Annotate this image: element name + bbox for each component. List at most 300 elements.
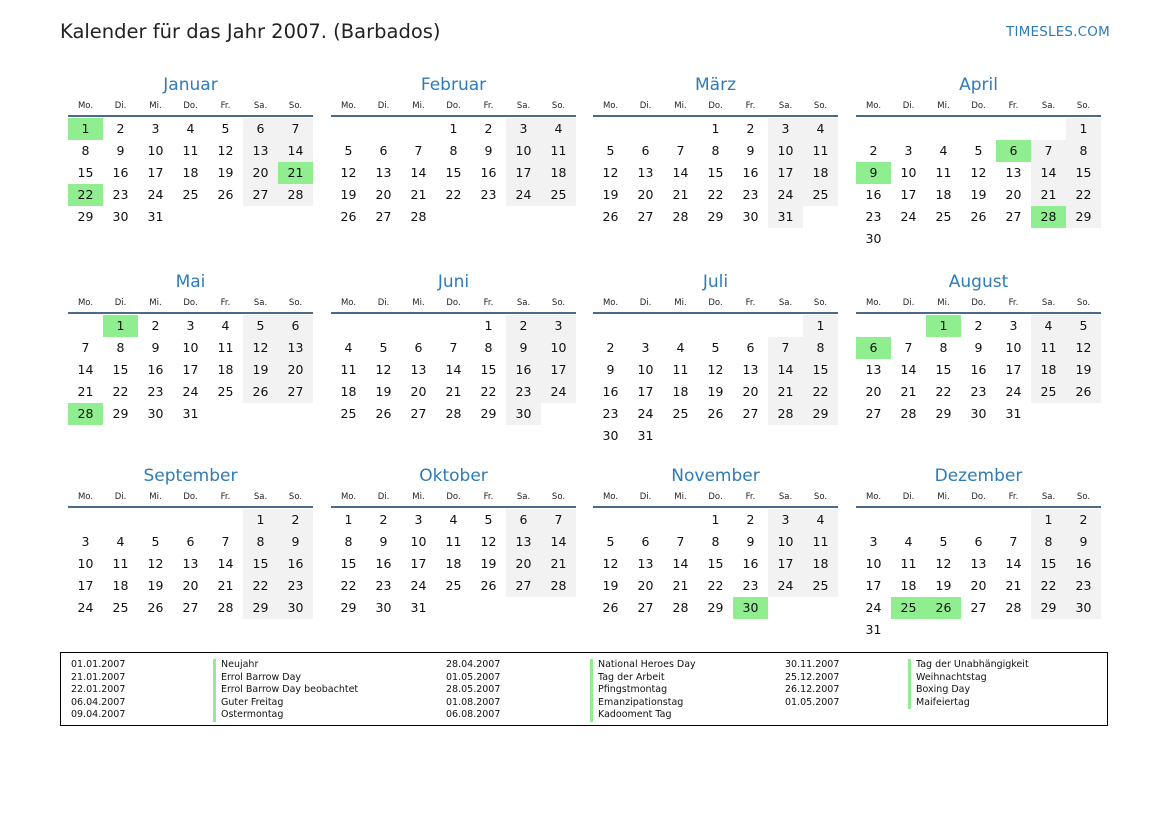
- day-cell: 20: [243, 162, 278, 184]
- month-block: [331, 270, 576, 425]
- day-grid: [331, 118, 576, 228]
- day-cell: 2: [1066, 509, 1101, 531]
- day-cell: 10: [77, 556, 94, 571]
- day-cell: 18: [340, 384, 357, 399]
- day-cell: 7: [676, 534, 685, 549]
- weekday-label: Sa.: [1041, 101, 1056, 111]
- legend-holiday-name: Pfingstmontag: [590, 684, 696, 697]
- day-cell: 10: [865, 556, 882, 571]
- day-cell: 11: [112, 556, 129, 571]
- day-cell: 3: [641, 340, 650, 355]
- weekday-label: Mi.: [937, 492, 950, 502]
- day-cell: 18: [935, 187, 952, 202]
- day-cell: 17: [410, 556, 427, 571]
- weekday-label: Sa.: [516, 492, 531, 502]
- day-cell: 12: [243, 337, 278, 359]
- day-cell: 20: [742, 384, 759, 399]
- day-cell: 1: [1031, 509, 1066, 531]
- day-cell: 21: [900, 384, 917, 399]
- day-cell: 22: [445, 187, 462, 202]
- legend-date: 09.04.2007: [71, 709, 126, 721]
- day-cell: 22: [112, 384, 129, 399]
- day-cell: 10: [541, 337, 576, 359]
- legend-dates-col-1: [71, 659, 125, 722]
- day-cell: 3: [414, 512, 423, 527]
- day-cell: 26: [147, 600, 164, 615]
- day-cell: 14: [278, 140, 313, 162]
- day-cell: 10: [410, 534, 427, 549]
- weekday-label: Di.: [377, 492, 390, 502]
- day-cell: 9: [1066, 531, 1101, 553]
- day-cell: 2: [278, 509, 313, 531]
- weekday-label: Mo.: [865, 492, 882, 502]
- day-cell: 27: [970, 600, 987, 615]
- day-cell: 11: [182, 143, 199, 158]
- weekday-label: So.: [551, 492, 566, 502]
- day-cell: 3: [768, 118, 803, 140]
- day-cell: 10: [182, 340, 199, 355]
- legend-names-col-2: [590, 659, 696, 722]
- weekday-label: Mo.: [602, 492, 619, 502]
- day-cell: 30: [970, 406, 987, 421]
- day-cell: 9: [856, 162, 891, 184]
- weekday-label: Mi.: [149, 298, 162, 308]
- day-cell: 25: [672, 406, 689, 421]
- weekday-label: Mo.: [77, 492, 94, 502]
- month-block: [856, 73, 1101, 250]
- day-cell: 27: [637, 600, 654, 615]
- day-cell: 2: [379, 512, 388, 527]
- day-cell: 19: [147, 578, 164, 593]
- day-cell: 28: [68, 403, 103, 425]
- day-cell: 13: [637, 165, 654, 180]
- legend-holiday-name: Boxing Day: [908, 684, 1029, 697]
- day-grid: [593, 315, 838, 447]
- day-cell: 12: [1066, 337, 1101, 359]
- weekday-label: Sa.: [1041, 492, 1056, 502]
- day-cell: 20: [410, 384, 427, 399]
- legend-date: 21.01.2007: [71, 671, 126, 683]
- day-cell: 5: [939, 534, 948, 549]
- day-cell: 5: [344, 143, 353, 158]
- day-cell: 7: [221, 534, 230, 549]
- day-cell: 2: [746, 121, 755, 136]
- month-block: [68, 270, 313, 425]
- day-cell: 7: [541, 509, 576, 531]
- weekday-label: Fr.: [745, 298, 756, 308]
- legend-holiday-name: Neujahr: [213, 659, 358, 672]
- month-block: [68, 464, 313, 619]
- weekday-label: Mo.: [340, 298, 357, 308]
- weekday-label: Di.: [902, 101, 915, 111]
- day-cell: 28: [217, 600, 234, 615]
- day-cell: 30: [506, 403, 541, 425]
- day-cell: 22: [480, 384, 497, 399]
- day-cell: 20: [637, 578, 654, 593]
- day-cell: 12: [375, 362, 392, 377]
- day-cell: 28: [1031, 206, 1066, 228]
- day-cell: 13: [742, 362, 759, 377]
- day-cell: 1: [1066, 118, 1101, 140]
- legend-date: 28.04.2007: [446, 659, 501, 670]
- day-cell: 27: [1005, 209, 1022, 224]
- day-cell: 24: [865, 600, 882, 615]
- weekday-label: Do.: [708, 298, 723, 308]
- day-cell: 26: [340, 209, 357, 224]
- weekday-label: Fr.: [1008, 492, 1019, 502]
- day-cell: 15: [340, 556, 357, 571]
- day-cell: 21: [445, 384, 462, 399]
- weekday-label: So.: [813, 492, 828, 502]
- month-block: [331, 73, 576, 228]
- legend-holiday-name: Maifeiertag: [908, 697, 1029, 710]
- day-cell: 18: [541, 162, 576, 184]
- weekday-label: Mo.: [602, 298, 619, 308]
- day-cell: 27: [637, 209, 654, 224]
- weekday-label: Di.: [114, 492, 127, 502]
- site-link[interactable]: TIMESLES.COM: [1006, 24, 1110, 40]
- weekday-label: Mi.: [412, 492, 425, 502]
- day-cell: 20: [375, 187, 392, 202]
- day-cell: 3: [869, 534, 878, 549]
- weekday-label: Sa.: [253, 298, 268, 308]
- month-title: Februar: [420, 75, 487, 95]
- day-cell: 23: [506, 381, 541, 403]
- day-cell: 16: [602, 384, 619, 399]
- weekday-label: So.: [551, 298, 566, 308]
- weekday-label: Di.: [377, 101, 390, 111]
- day-cell: 20: [182, 578, 199, 593]
- weekday-label: Di.: [902, 492, 915, 502]
- day-cell: 29: [935, 406, 952, 421]
- weekday-label: Fr.: [745, 492, 756, 502]
- weekday-label: Fr.: [483, 492, 494, 502]
- day-cell: 3: [904, 143, 913, 158]
- day-cell: 5: [379, 340, 388, 355]
- day-cell: 20: [970, 578, 987, 593]
- day-cell: 5: [151, 534, 160, 549]
- day-cell: 7: [768, 337, 803, 359]
- day-cell: 9: [151, 340, 160, 355]
- day-cell: 25: [445, 578, 462, 593]
- day-cell: 24: [410, 578, 427, 593]
- day-cell: 6: [379, 143, 388, 158]
- day-cell: 6: [974, 534, 983, 549]
- day-cell: 14: [1031, 162, 1066, 184]
- day-cell: 1: [926, 315, 961, 337]
- day-cell: 21: [217, 578, 234, 593]
- day-cell: 4: [344, 340, 353, 355]
- month-title: Januar: [163, 75, 218, 95]
- day-cell: 3: [506, 118, 541, 140]
- weekday-label: Mi.: [674, 298, 687, 308]
- day-cell: 12: [147, 556, 164, 571]
- day-cell: 8: [711, 534, 720, 549]
- weekday-header: [593, 488, 838, 508]
- day-cell: 5: [606, 143, 615, 158]
- day-cell: 17: [1005, 362, 1022, 377]
- day-cell: 5: [484, 512, 493, 527]
- day-cell: 15: [1031, 553, 1066, 575]
- day-cell: 17: [541, 359, 576, 381]
- day-cell: 24: [637, 406, 654, 421]
- day-cell: 25: [935, 209, 952, 224]
- day-cell: 13: [375, 165, 392, 180]
- weekday-label: Mi.: [674, 492, 687, 502]
- day-cell: 27: [182, 600, 199, 615]
- day-cell: 23: [602, 406, 619, 421]
- day-cell: 6: [746, 340, 755, 355]
- day-cell: 2: [116, 121, 125, 136]
- month-title: April: [959, 75, 998, 95]
- day-cell: 2: [484, 121, 493, 136]
- day-cell: 19: [243, 359, 278, 381]
- day-cell: 21: [77, 384, 94, 399]
- weekday-label: So.: [551, 101, 566, 111]
- weekday-label: Mi.: [412, 298, 425, 308]
- day-cell: 1: [344, 512, 353, 527]
- day-cell: 1: [711, 121, 720, 136]
- day-cell: 22: [243, 575, 278, 597]
- weekday-label: Mo.: [340, 492, 357, 502]
- legend-holiday-name: Weihnachtstag: [908, 672, 1029, 685]
- day-cell: 8: [243, 531, 278, 553]
- month-block: [68, 73, 313, 228]
- day-cell: 23: [480, 187, 497, 202]
- weekday-label: Mi.: [937, 298, 950, 308]
- weekday-label: Mo.: [340, 101, 357, 111]
- day-cell: 21: [410, 187, 427, 202]
- weekday-label: Di.: [639, 101, 652, 111]
- day-cell: 28: [541, 575, 576, 597]
- day-cell: 19: [935, 578, 952, 593]
- day-grid: [68, 509, 313, 619]
- day-grid: [856, 509, 1101, 641]
- weekday-label: So.: [1076, 298, 1091, 308]
- weekday-label: Fr.: [483, 298, 494, 308]
- day-cell: 4: [221, 318, 230, 333]
- day-cell: 20: [278, 359, 313, 381]
- day-cell: 10: [900, 165, 917, 180]
- day-cell: 29: [480, 406, 497, 421]
- day-cell: 22: [340, 578, 357, 593]
- day-cell: 16: [742, 556, 759, 571]
- day-cell: 13: [243, 140, 278, 162]
- day-cell: 4: [116, 534, 125, 549]
- legend-date: 06.08.2007: [446, 709, 501, 721]
- day-cell: 31: [637, 428, 654, 443]
- day-cell: 30: [1066, 597, 1101, 619]
- weekday-label: Di.: [902, 298, 915, 308]
- legend-dates-col-3: [785, 659, 839, 709]
- day-cell: 24: [1005, 384, 1022, 399]
- day-cell: 30: [602, 428, 619, 443]
- weekday-label: Sa.: [1041, 298, 1056, 308]
- day-cell: 9: [606, 362, 615, 377]
- day-cell: 10: [768, 140, 803, 162]
- day-cell: 2: [506, 315, 541, 337]
- month-title: Juni: [437, 272, 470, 292]
- day-cell: 19: [340, 187, 357, 202]
- day-cell: 23: [970, 384, 987, 399]
- day-cell: 19: [970, 187, 987, 202]
- day-cell: 29: [707, 209, 724, 224]
- day-cell: 17: [77, 578, 94, 593]
- day-grid: [331, 509, 576, 619]
- weekday-label: So.: [813, 101, 828, 111]
- weekday-label: Mi.: [149, 492, 162, 502]
- day-cell: 29: [340, 600, 357, 615]
- day-cell: 18: [217, 362, 234, 377]
- day-cell: 31: [865, 622, 882, 637]
- day-cell: 18: [112, 578, 129, 593]
- day-cell: 16: [1066, 553, 1101, 575]
- day-cell: 31: [147, 209, 164, 224]
- day-cell: 7: [904, 340, 913, 355]
- day-cell: 26: [243, 381, 278, 403]
- day-cell: 9: [116, 143, 125, 158]
- day-cell: 10: [1005, 340, 1022, 355]
- day-cell: 8: [484, 340, 493, 355]
- day-cell: 30: [742, 209, 759, 224]
- day-cell: 14: [768, 359, 803, 381]
- day-cell: 26: [217, 187, 234, 202]
- day-cell: 24: [506, 184, 541, 206]
- day-cell: 8: [1066, 140, 1101, 162]
- day-cell: 29: [707, 600, 724, 615]
- weekday-label: Sa.: [778, 492, 793, 502]
- weekday-label: Do.: [446, 492, 461, 502]
- weekday-header: [68, 294, 313, 314]
- day-cell: 25: [541, 184, 576, 206]
- day-cell: 9: [484, 143, 493, 158]
- legend-date: 26.12.2007: [785, 684, 840, 696]
- day-cell: 29: [77, 209, 94, 224]
- day-cell: 2: [974, 318, 983, 333]
- day-cell: 17: [182, 362, 199, 377]
- day-cell: 8: [81, 143, 90, 158]
- day-cell: 11: [803, 140, 838, 162]
- day-cell: 4: [676, 340, 685, 355]
- month-block: [593, 464, 838, 619]
- day-cell: 3: [151, 121, 160, 136]
- day-cell: 18: [803, 553, 838, 575]
- day-cell: 16: [112, 165, 129, 180]
- weekday-label: Do.: [708, 492, 723, 502]
- day-cell: 3: [186, 318, 195, 333]
- day-cell: 15: [1066, 162, 1101, 184]
- day-cell: 12: [935, 556, 952, 571]
- day-cell: 30: [278, 597, 313, 619]
- weekday-label: Do.: [183, 298, 198, 308]
- day-cell: 10: [768, 531, 803, 553]
- day-cell: 8: [939, 340, 948, 355]
- weekday-label: Mi.: [674, 101, 687, 111]
- legend-holiday-name: Tag der Arbeit: [590, 672, 696, 685]
- day-cell: 25: [112, 600, 129, 615]
- day-cell: 8: [344, 534, 353, 549]
- weekday-label: Fr.: [483, 101, 494, 111]
- day-cell: 11: [1031, 337, 1066, 359]
- day-cell: 17: [865, 578, 882, 593]
- day-cell: 11: [541, 140, 576, 162]
- day-cell: 13: [970, 556, 987, 571]
- day-cell: 25: [891, 597, 926, 619]
- weekday-label: Sa.: [253, 492, 268, 502]
- day-cell: 23: [742, 187, 759, 202]
- weekday-label: Sa.: [516, 298, 531, 308]
- month-title: Juli: [702, 272, 729, 292]
- weekday-header: [856, 488, 1101, 508]
- day-cell: 9: [506, 337, 541, 359]
- day-cell: 12: [602, 165, 619, 180]
- day-cell: 21: [278, 162, 313, 184]
- day-cell: 17: [637, 384, 654, 399]
- day-cell: 24: [77, 600, 94, 615]
- legend-date: 01.05.2007: [446, 671, 501, 683]
- day-cell: 4: [803, 118, 838, 140]
- day-cell: 28: [768, 403, 803, 425]
- day-cell: 25: [182, 187, 199, 202]
- day-cell: 4: [1031, 315, 1066, 337]
- day-grid: [593, 118, 838, 228]
- day-cell: 24: [541, 381, 576, 403]
- day-cell: 17: [768, 162, 803, 184]
- weekday-label: Mi.: [149, 101, 162, 111]
- day-cell: 11: [340, 362, 357, 377]
- day-cell: 30: [375, 600, 392, 615]
- day-cell: 8: [711, 143, 720, 158]
- day-cell: 28: [672, 209, 689, 224]
- day-cell: 4: [939, 143, 948, 158]
- month-title: Oktober: [419, 466, 488, 486]
- day-cell: 24: [768, 575, 803, 597]
- day-cell: 16: [865, 187, 882, 202]
- day-cell: 14: [77, 362, 94, 377]
- day-cell: 31: [410, 600, 427, 615]
- day-cell: 23: [112, 187, 129, 202]
- day-cell: 13: [182, 556, 199, 571]
- day-cell: 13: [1005, 165, 1022, 180]
- day-cell: 1: [803, 315, 838, 337]
- day-cell: 1: [68, 118, 103, 140]
- day-cell: 12: [970, 165, 987, 180]
- day-cell: 2: [869, 143, 878, 158]
- day-cell: 20: [865, 384, 882, 399]
- day-cell: 3: [768, 509, 803, 531]
- holiday-legend: [60, 652, 1108, 726]
- day-cell: 25: [803, 184, 838, 206]
- day-cell: 1: [243, 509, 278, 531]
- legend-holiday-name: National Heroes Day: [590, 659, 696, 672]
- legend-holiday-name: Guter Freitag: [213, 697, 358, 710]
- weekday-label: Fr.: [745, 101, 756, 111]
- day-cell: 16: [506, 359, 541, 381]
- day-cell: 19: [480, 556, 497, 571]
- weekday-label: Mo.: [77, 101, 94, 111]
- weekday-label: Di.: [639, 298, 652, 308]
- day-cell: 4: [186, 121, 195, 136]
- day-cell: 13: [410, 362, 427, 377]
- day-cell: 18: [803, 162, 838, 184]
- weekday-label: Do.: [446, 298, 461, 308]
- weekday-header: [593, 294, 838, 314]
- weekday-label: Do.: [708, 101, 723, 111]
- day-cell: 10: [637, 362, 654, 377]
- day-cell: 26: [926, 597, 961, 619]
- day-cell: 12: [707, 362, 724, 377]
- weekday-label: Mi.: [937, 101, 950, 111]
